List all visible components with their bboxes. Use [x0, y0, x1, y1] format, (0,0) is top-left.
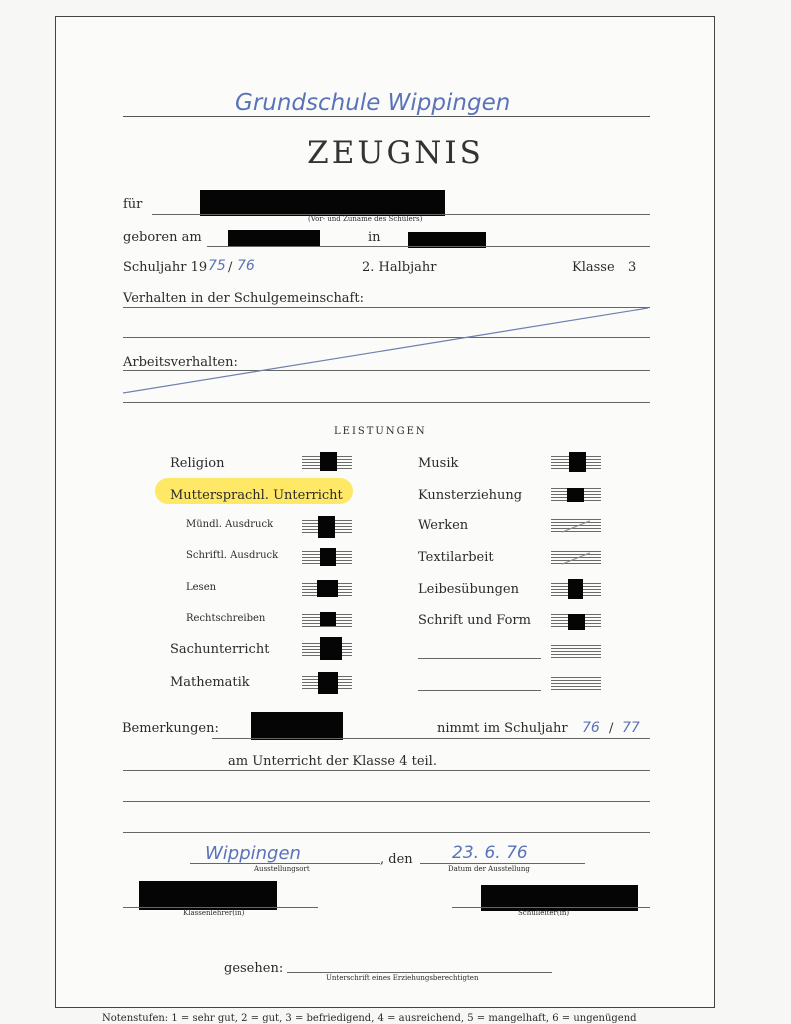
gesehen-line — [287, 972, 552, 973]
subject-werken: Werken — [418, 518, 469, 533]
arbeitsverhalten-label: Arbeitsverhalten: — [123, 355, 238, 370]
grade-box-empty-1 — [551, 643, 601, 660]
schuljahr-separator: / — [228, 260, 233, 275]
klassenlehrer-caption: Klassenlehrer(in) — [183, 909, 245, 917]
ort-caption: Ausstellungsort — [254, 865, 310, 873]
grade-mark-schrift-form — [568, 614, 585, 630]
remarks-line-3 — [123, 801, 650, 802]
klasse-label: Klasse — [572, 260, 615, 275]
erziehung-caption: Unterschrift eines Erziehungsberechtigten — [326, 974, 479, 982]
date-line — [420, 863, 585, 864]
subject-religion: Religion — [170, 456, 225, 471]
subject-kunsterziehung: Kunsterziehung — [418, 488, 523, 503]
principal-signature-line — [452, 907, 650, 908]
grade-mark-leibesuebungen — [568, 579, 583, 599]
redacted-remark-name — [251, 712, 343, 740]
datum-caption: Datum der Ausstellung — [448, 865, 530, 873]
remark-year-start: 76 — [582, 720, 600, 736]
empty-subject-line-1 — [418, 658, 541, 659]
empty-subject-line-2 — [418, 690, 541, 691]
leistungen-heading: LEISTUNGEN — [334, 426, 427, 437]
grade-box-empty-2 — [551, 675, 601, 692]
remarks-line-1 — [212, 738, 650, 739]
subject-musik: Musik — [418, 456, 459, 471]
grade-mark-schriftl — [320, 548, 336, 566]
halbjahr: 2. Halbjahr — [362, 260, 437, 275]
subject-leibesuebungen: Leibesübungen — [418, 582, 519, 597]
subject-sachunterricht: Sachunterricht — [170, 642, 270, 657]
schuljahr-label: Schuljahr 19 — [123, 260, 208, 275]
grade-mark-muendl — [318, 516, 335, 538]
grade-mark-kunsterziehung — [567, 488, 584, 502]
grade-mark-rechtschreiben — [320, 612, 336, 626]
place-handwritten: Wippingen — [205, 843, 301, 864]
subject-schrift-form: Schrift und Form — [418, 613, 531, 628]
page-title: ZEUGNIS — [307, 135, 484, 171]
grading-scale-footer: Notenstufen: 1 = sehr gut, 2 = gut, 3 = befriedigend, 4 = ausreichend, 5 = mangelhaft, 6 = ungenügend — [102, 1013, 637, 1024]
schuljahr-start: 75 — [208, 258, 226, 274]
subject-textilarbeit: Textilarbeit — [418, 550, 494, 565]
redacted-teacher-signature — [139, 881, 277, 910]
grade-mark-religion — [320, 452, 337, 471]
grade-mark-musik — [569, 452, 586, 472]
remarks-line-4 — [123, 832, 650, 833]
in-label: in — [368, 230, 381, 245]
den-label: , den — [380, 852, 413, 867]
geboren-label: geboren am — [123, 230, 202, 245]
schulleiter-caption: Schulleiter(in) — [518, 909, 570, 917]
subject-schriftl: Schriftl. Ausdruck — [186, 550, 279, 561]
gesehen-label: gesehen: — [224, 961, 284, 976]
subject-muttersprachl: Muttersprachl. Unterricht — [170, 488, 343, 503]
nimmt-text: nimmt im Schuljahr — [437, 721, 568, 736]
date-handwritten: 23. 6. 76 — [452, 843, 528, 863]
subject-rechtschreiben: Rechtschreiben — [186, 613, 266, 624]
klasse-value: 3 — [628, 260, 637, 275]
grade-mark-mathematik — [318, 672, 338, 694]
remarks-line-2 — [123, 770, 650, 771]
fuer-label: für — [123, 197, 143, 212]
remark-line2: am Unterricht der Klasse 4 teil. — [228, 754, 437, 769]
school-name: Grundschule Wippingen — [235, 90, 511, 116]
subject-lesen: Lesen — [186, 582, 217, 593]
subject-mathematik: Mathematik — [170, 675, 250, 690]
grade-mark-sachunterricht — [320, 637, 342, 660]
verhalten-label: Verhalten in der Schulgemeinschaft: — [123, 291, 364, 306]
teacher-signature-line — [123, 907, 318, 908]
grade-mark-lesen — [317, 580, 338, 597]
remark-year-end: 77 — [622, 720, 640, 736]
remark-year-separator: / — [609, 721, 614, 736]
place-line — [190, 863, 380, 864]
subject-muendl: Mündl. Ausdruck — [186, 519, 274, 530]
name-caption: (Vor- und Zuname des Schülers) — [308, 215, 423, 223]
bemerkungen-label: Bemerkungen: — [122, 721, 219, 736]
schuljahr-end: 76 — [237, 258, 255, 274]
